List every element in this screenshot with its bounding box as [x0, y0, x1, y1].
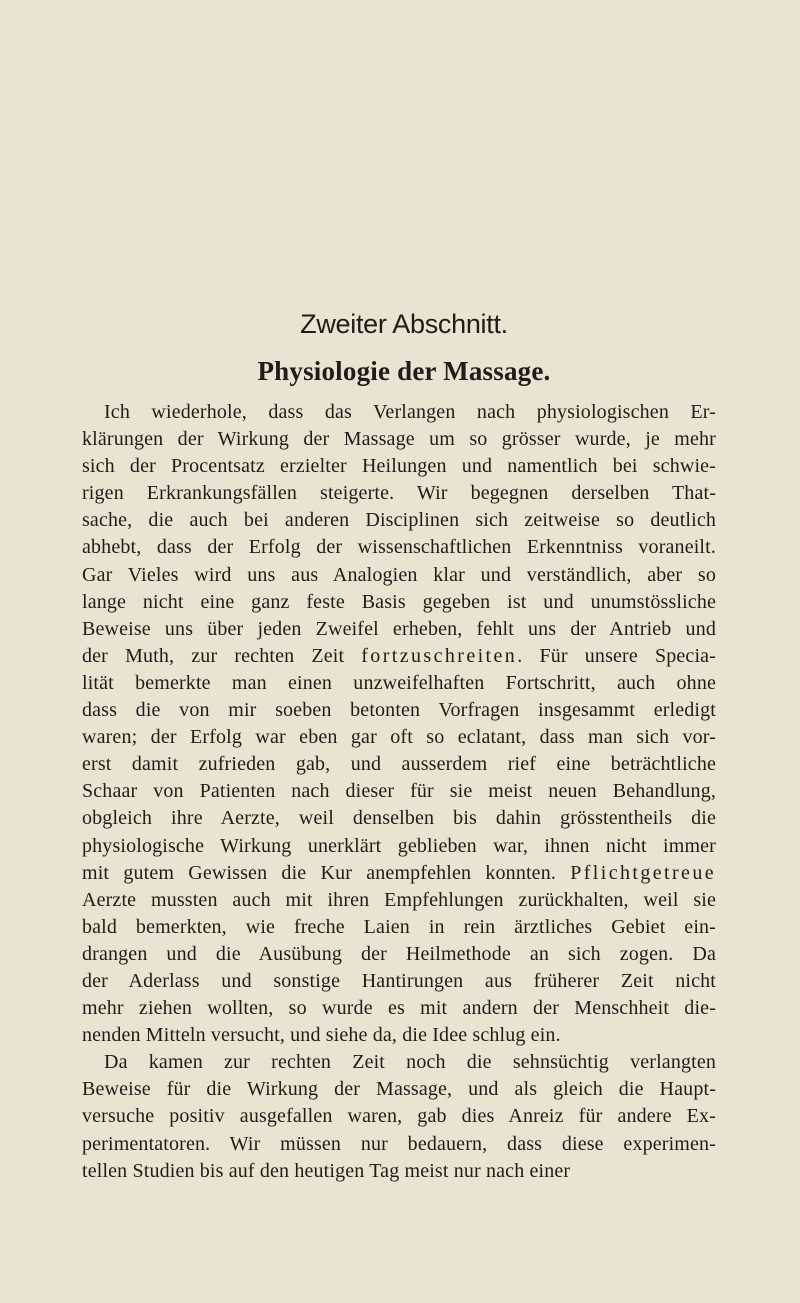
line-text: tellen Studien bis auf den heutigen Tag meist nur nach einer: [82, 1159, 571, 1182]
line-text: . Für unsere Specia-: [517, 644, 716, 667]
line-text: Aerzte mussten auch mit ihren Empfehlungen zurückhalten, weil sie: [82, 888, 716, 911]
line-text: der Aderlass und sonstige Hantirungen aus früherer Zeit nicht: [82, 969, 716, 992]
line-text: waren; der Erfolg war eben gar oft so eclatant, dass man sich vor-: [82, 726, 716, 749]
text-line: [82, 1076, 716, 1103]
line-text: Da kamen zur rechten Zeit noch die sehnsüchtig verlangten: [104, 1051, 716, 1074]
line-text: Beweise für die Wirkung der Massage, und als gleich die Haupt-: [82, 1078, 716, 1101]
text-line: [82, 833, 716, 860]
text-line: [82, 616, 716, 643]
line-text: dass die von mir soeben betonten Vorfragen insgesammt erledigt: [82, 699, 716, 722]
text-line: [82, 724, 716, 751]
body-text: [82, 399, 716, 1185]
text-line: [82, 778, 716, 805]
section-heading: Zweiter Abschnitt.: [300, 309, 508, 339]
line-text: der Muth, zur rechten Zeit: [82, 644, 362, 667]
text-line: [82, 1158, 716, 1185]
line-text: perimentatoren. Wir müssen nur bedauern, dass diese experimen-: [82, 1132, 716, 1155]
line-text: obgleich ihre Aerzte, weil denselben bis dahin grösstentheils die: [82, 807, 716, 830]
text-line: [82, 643, 716, 670]
line-text: versuche positiv ausgefallen waren, gab dies Anreiz für andere Ex-: [82, 1105, 716, 1128]
text-line: [82, 480, 716, 507]
line-text: lität bemerkte man einen unzweifelhaften Fortschritt, auch ohne: [82, 671, 716, 694]
line-text: erst damit zufrieden gab, und ausserdem rief eine beträchtliche: [82, 753, 716, 776]
text-line: [82, 941, 716, 968]
text-line: [82, 968, 716, 995]
text-line: [82, 589, 716, 616]
text-line: [82, 751, 716, 778]
line-text: drangen und die Ausübung der Heilmethode an sich zogen. Da: [82, 942, 716, 965]
line-text: Schaar von Patienten nach dieser für sie meist neuen Behandlung,: [82, 780, 716, 803]
text-line: [82, 453, 716, 480]
text-line: [82, 534, 716, 561]
paragraph: [82, 1049, 716, 1184]
line-text: Ich wiederhole, dass das Verlangen nach physiologischen Er-: [104, 401, 716, 423]
text-line: [82, 399, 716, 426]
line-text: mehr ziehen wollten, so wurde es mit andern der Menschheit die-: [82, 997, 716, 1020]
line-text: rigen Erkrankungsfällen steigerte. Wir begegnen derselben That-: [82, 482, 716, 505]
text-line: [82, 426, 716, 453]
text-line: [82, 697, 716, 724]
text-line: [82, 1022, 716, 1049]
text-line: [82, 1049, 716, 1076]
text-line: [82, 914, 716, 941]
line-text: abhebt, dass der Erfolg der wissenschaftlichen Erkenntniss voraneilt.: [82, 536, 716, 559]
text-line: [82, 670, 716, 697]
line-text: sache, die auch bei anderen Disciplinen sich zeitweise so deutlich: [82, 509, 716, 532]
line-text: mit gutem Gewissen die Kur anempfehlen konnten.: [82, 861, 571, 884]
line-text: Gar Vieles wird uns aus Analogien klar und verständlich, aber so: [82, 563, 716, 586]
line-text: lange nicht eine ganz feste Basis gegeben ist und unumstössliche: [82, 590, 716, 613]
text-line: [82, 995, 716, 1022]
line-text: Beweise uns über jeden Zweifel erheben, fehlt uns der Antrieb und: [82, 617, 716, 640]
text-line: [82, 507, 716, 534]
line-text: bald bemerkten, wie freche Laien in rein ärztliches Gebiet ein-: [82, 915, 716, 938]
line-text: klärungen der Wirkung der Massage um so grösser wurde, je mehr: [82, 428, 716, 451]
line-text: nenden Mitteln versucht, und siehe da, die Idee schlug ein.: [82, 1024, 561, 1047]
text-line: [82, 1131, 716, 1158]
text-line: [82, 1103, 716, 1130]
line-text: sich der Procentsatz erzielter Heilungen und namentlich bei schwie-: [82, 455, 716, 478]
emphasized-word: fortzuschreiten: [361, 644, 518, 667]
text-line: [82, 562, 716, 589]
text-line: [82, 860, 716, 887]
text-line: [82, 887, 716, 914]
line-text: physiologische Wirkung unerklärt geblieben war, ihnen nicht immer: [82, 834, 716, 857]
chapter-title: Physiologie der Massage.: [257, 356, 551, 386]
text-line: [82, 805, 716, 832]
paragraph: [82, 399, 716, 1049]
emphasized-word: Pflichtgetreue: [570, 861, 716, 884]
